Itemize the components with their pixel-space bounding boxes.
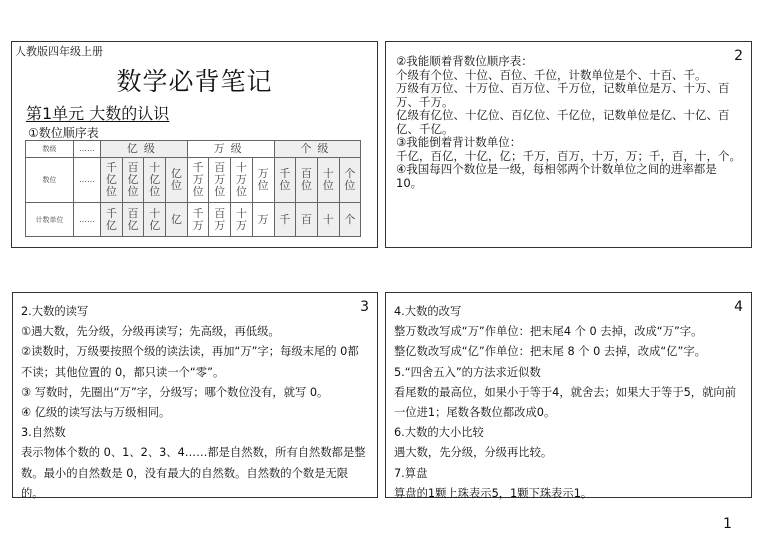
ellipsis-cell: …… — [74, 158, 101, 203]
unit-cell: 百 — [301, 212, 313, 226]
text-line: ②我能顺着背数位顺序表： — [396, 54, 533, 68]
text-line: ①遇大数，先分级，分级再读写；先高级，再低级。 — [21, 325, 280, 339]
unit-cell: 十亿 — [149, 206, 161, 232]
note-card-3 — [12, 292, 378, 498]
table-row-units — [26, 203, 361, 237]
text-line: 整万数改写成“万”作单位：把末尾4 个 0 去掉，改成“万”字。 — [394, 325, 703, 339]
row-label: 数位 — [26, 158, 74, 203]
card-page-number: 3 — [360, 299, 369, 315]
section-heading: 2.大数的读写 — [21, 305, 89, 318]
edition-label: 人教版四年级上册 — [15, 45, 103, 58]
row-label: 计数单位 — [26, 203, 74, 237]
note-card-2 — [385, 41, 752, 248]
note-card-1 — [11, 41, 378, 248]
text-line: 表示物体个数的 0、1、2、3、4……都是自然数，所有自然数都是整数。最小的自然数是 0，没有最大的自然数。自然数的个数是无限的。 — [21, 446, 366, 500]
ellipsis-cell: …… — [74, 203, 101, 237]
unit-cell: 百万 — [214, 206, 226, 232]
section-heading: 5.“四舍五入”的方法求近似数 — [394, 365, 541, 379]
text-line: ④我国每四个数位是一级，每相邻两个计数单位之间的进率都是10。 — [396, 162, 717, 190]
text-line: ④ 亿级的读写法与万级相同。 — [21, 406, 171, 420]
place-cell: 百万位 — [214, 161, 226, 198]
unit-heading: 第1单元 大数的认识 — [26, 104, 170, 123]
group-ge: 个级 — [274, 141, 361, 158]
text-line: 算盘的1颗上珠表示5，1颗下珠表示1。 — [394, 486, 593, 500]
note-card-4 — [385, 292, 752, 498]
text-line: 看尾数的最高位，如果小于等于4，就舍去；如果大于等于5，就向前一位进1；尾数各数位都改成0。 — [394, 385, 736, 420]
place-cell: 千位 — [279, 167, 291, 192]
place-cell: 万位 — [257, 167, 269, 192]
unit-cell: 万 — [257, 212, 269, 226]
section-heading: 3.自然数 — [21, 426, 66, 440]
ellipsis-cell: …… — [74, 141, 101, 158]
place-cell: 个位 — [344, 167, 356, 192]
table-caption: ①数位顺序表 — [28, 126, 99, 140]
place-cell: 千万位 — [192, 161, 204, 198]
text-line: ③我能倒着背计数单位： — [396, 135, 522, 149]
section-heading: 4.大数的改写 — [394, 305, 462, 318]
unit-cell: 千 — [279, 212, 291, 226]
place-cell: 十万位 — [235, 161, 247, 198]
place-cell: 十位 — [322, 167, 334, 192]
table-row-places — [26, 158, 361, 203]
place-cell: 千亿位 — [105, 161, 117, 198]
text-line: ②读数时，万级要按照个级的读法读，再加“万”字；每级末尾的 0都不读；其他位置的 0，都只读一个“零”。 — [21, 345, 359, 379]
unit-cell: 千亿 — [105, 206, 117, 232]
group-yi: 亿级 — [101, 141, 188, 158]
place-cell: 亿位 — [170, 167, 182, 192]
place-cell: 百亿位 — [127, 161, 139, 198]
row-label: 数级 — [26, 141, 74, 158]
table-row-levels — [26, 141, 361, 158]
card-body — [21, 302, 369, 504]
text-line: 万级有万位、十万位、百万位、千万位，记数单位是万、十万、百万、千万。 — [396, 81, 730, 109]
unit-cell: 十 — [322, 212, 334, 226]
group-wan: 万级 — [187, 141, 274, 158]
section-heading: 7.算盘 — [394, 466, 428, 480]
place-cell: 十亿位 — [149, 161, 161, 198]
card-page-number: 4 — [734, 299, 743, 315]
unit-cell: 亿 — [170, 212, 182, 226]
text-line: 个级有个位、十位、百位、千位，计数单位是个、十百、千。 — [396, 67, 707, 82]
unit-cell: 个 — [344, 212, 356, 226]
unit-cell: 十万 — [235, 206, 247, 232]
text-line: 亿级有亿位、十亿位、百亿位、千亿位，记数单位是亿、十亿、百亿、千亿。 — [396, 108, 730, 136]
text-line: 整亿数改写成“亿”作单位：把末尾 8 个 0 去掉，改成“亿”字。 — [394, 345, 706, 359]
card-page-number: 2 — [734, 48, 743, 64]
card-body — [394, 302, 743, 504]
page-title: 数学必背笔记 — [116, 67, 273, 96]
card-body — [396, 55, 741, 190]
text-line: ③ 写数时，先圈出“万”字，分级写；哪个数位没有，就写 0。 — [21, 385, 329, 399]
place-value-table — [25, 140, 361, 237]
section-heading: 6.大数的大小比较 — [394, 426, 484, 440]
unit-cell: 百亿 — [127, 206, 139, 232]
place-cell: 百位 — [301, 167, 313, 192]
text-line: 遇大数，先分级，分级再比较。 — [394, 446, 553, 460]
page-number: 1 — [723, 516, 732, 532]
unit-cell: 千万 — [192, 206, 204, 232]
text-line: 千亿，百亿，十亿，亿；千万，百万，十万，万；千，百，十，个。 — [396, 148, 741, 163]
